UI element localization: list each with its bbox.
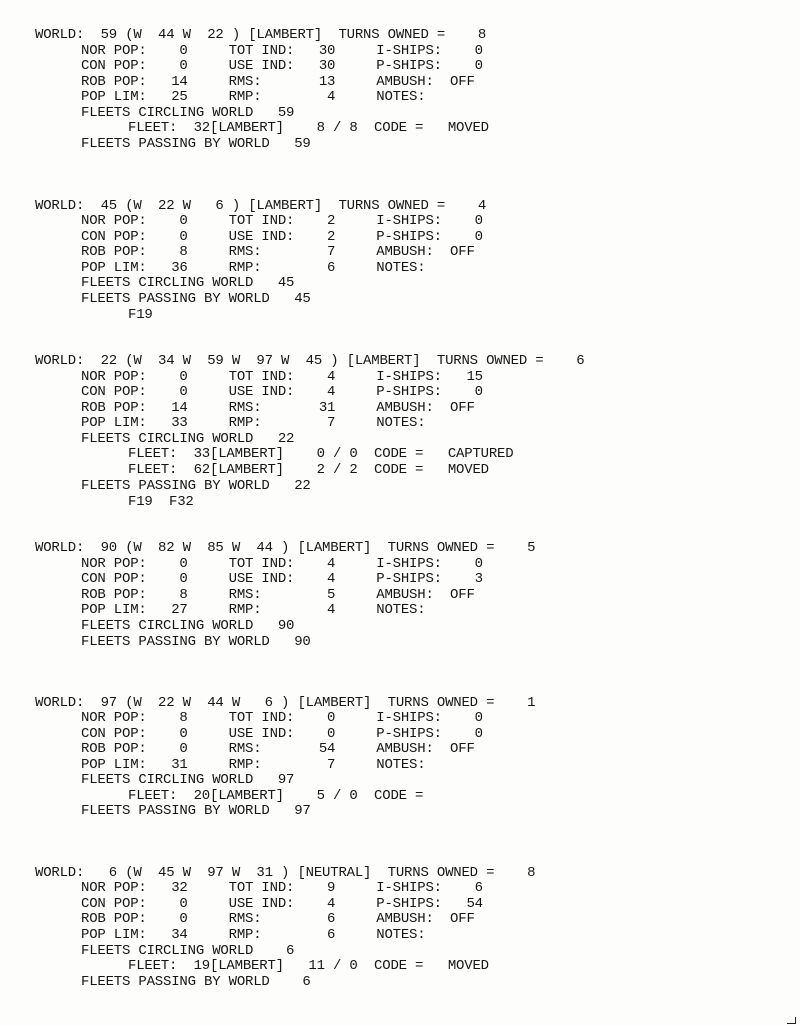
world-header-line: WORLD: 97 (W 22 W 44 W 6 ) [LAMBERT] TURNS OWNED = 1	[35, 695, 536, 711]
report-line: FLEETS PASSING BY WORLD 22	[81, 478, 311, 494]
fleet-line: FLEET: 20[LAMBERT] 5 / 0 CODE =	[128, 788, 424, 804]
report-line: FLEETS PASSING BY WORLD 97	[81, 803, 311, 819]
world-header-line: WORLD: 22 (W 34 W 59 W 97 W 45 ) [LAMBERT] TURNS OWNED = 6	[35, 353, 585, 369]
fleet-line: FLEET: 32[LAMBERT] 8 / 8 CODE = MOVED	[128, 120, 489, 136]
report-line: FLEETS PASSING BY WORLD 59	[81, 136, 311, 152]
report-line: ROB POP: 14 RMS: 13 AMBUSH: OFF	[81, 74, 475, 90]
report-line: NOR POP: 0 TOT IND: 30 I-SHIPS: 0	[81, 43, 483, 59]
world-header-line: WORLD: 59 (W 44 W 22 ) [LAMBERT] TURNS OWNED = 8	[35, 27, 487, 43]
report-line: ROB POP: 8 RMS: 7 AMBUSH: OFF	[81, 244, 475, 260]
world-header-line: WORLD: 90 (W 82 W 85 W 44 ) [LAMBERT] TURNS OWNED = 5	[35, 540, 536, 556]
world-header-line: WORLD: 6 (W 45 W 97 W 31 ) [NEUTRAL] TURNS OWNED = 8	[35, 865, 536, 881]
report-line: POP LIM: 33 RMP: 7 NOTES:	[81, 415, 426, 431]
report-line: FLEETS CIRCLING WORLD 97	[81, 772, 295, 788]
fleet-line: FLEET: 62[LAMBERT] 2 / 2 CODE = MOVED	[128, 462, 489, 478]
report-line: F19	[128, 307, 153, 323]
report-line: FLEETS PASSING BY WORLD 90	[81, 634, 311, 650]
report-line: NOR POP: 8 TOT IND: 0 I-SHIPS: 0	[81, 710, 483, 726]
report-line: FLEETS PASSING BY WORLD 6	[81, 974, 311, 990]
report-line: CON POP: 0 USE IND: 30 P-SHIPS: 0	[81, 58, 483, 74]
world-header-line: WORLD: 45 (W 22 W 6 ) [LAMBERT] TURNS OWNED = 4	[35, 198, 487, 214]
report-line: FLEETS CIRCLING WORLD 90	[81, 618, 295, 634]
report-line: NOR POP: 0 TOT IND: 2 I-SHIPS: 0	[81, 213, 483, 229]
report-line: CON POP: 0 USE IND: 4 P-SHIPS: 54	[81, 896, 483, 912]
report-line: FLEETS CIRCLING WORLD 45	[81, 275, 295, 291]
report-line: POP LIM: 31 RMP: 7 NOTES:	[81, 757, 426, 773]
report-line: FLEETS CIRCLING WORLD 59	[81, 105, 295, 121]
report-line: POP LIM: 36 RMP: 6 NOTES:	[81, 260, 426, 276]
report-line: FLEETS CIRCLING WORLD 6	[81, 943, 295, 959]
report-line: NOR POP: 0 TOT IND: 4 I-SHIPS: 0	[81, 556, 483, 572]
report-line: NOR POP: 0 TOT IND: 4 I-SHIPS: 15	[81, 369, 483, 385]
report-line: CON POP: 0 USE IND: 4 P-SHIPS: 0	[81, 384, 483, 400]
report-line: ROB POP: 0 RMS: 54 AMBUSH: OFF	[81, 741, 475, 757]
page-corner-mark	[787, 1017, 796, 1024]
report-line: ROB POP: 8 RMS: 5 AMBUSH: OFF	[81, 587, 475, 603]
report-line: FLEETS CIRCLING WORLD 22	[81, 431, 295, 447]
report-line: CON POP: 0 USE IND: 2 P-SHIPS: 0	[81, 229, 483, 245]
report-line: NOR POP: 32 TOT IND: 9 I-SHIPS: 6	[81, 880, 483, 896]
report-line: CON POP: 0 USE IND: 4 P-SHIPS: 3	[81, 571, 483, 587]
report-line: POP LIM: 25 RMP: 4 NOTES:	[81, 89, 426, 105]
report-line: ROB POP: 14 RMS: 31 AMBUSH: OFF	[81, 400, 475, 416]
fleet-line: FLEET: 33[LAMBERT] 0 / 0 CODE = CAPTURED	[128, 446, 514, 462]
report-line: POP LIM: 27 RMP: 4 NOTES:	[81, 602, 426, 618]
report-line: ROB POP: 0 RMS: 6 AMBUSH: OFF	[81, 911, 475, 927]
report-line: CON POP: 0 USE IND: 0 P-SHIPS: 0	[81, 726, 483, 742]
report-line: POP LIM: 34 RMP: 6 NOTES:	[81, 927, 426, 943]
report-line: FLEETS PASSING BY WORLD 45	[81, 291, 311, 307]
fleet-line: FLEET: 19[LAMBERT] 11 / 0 CODE = MOVED	[128, 958, 489, 974]
report-line: F19 F32	[128, 494, 194, 510]
